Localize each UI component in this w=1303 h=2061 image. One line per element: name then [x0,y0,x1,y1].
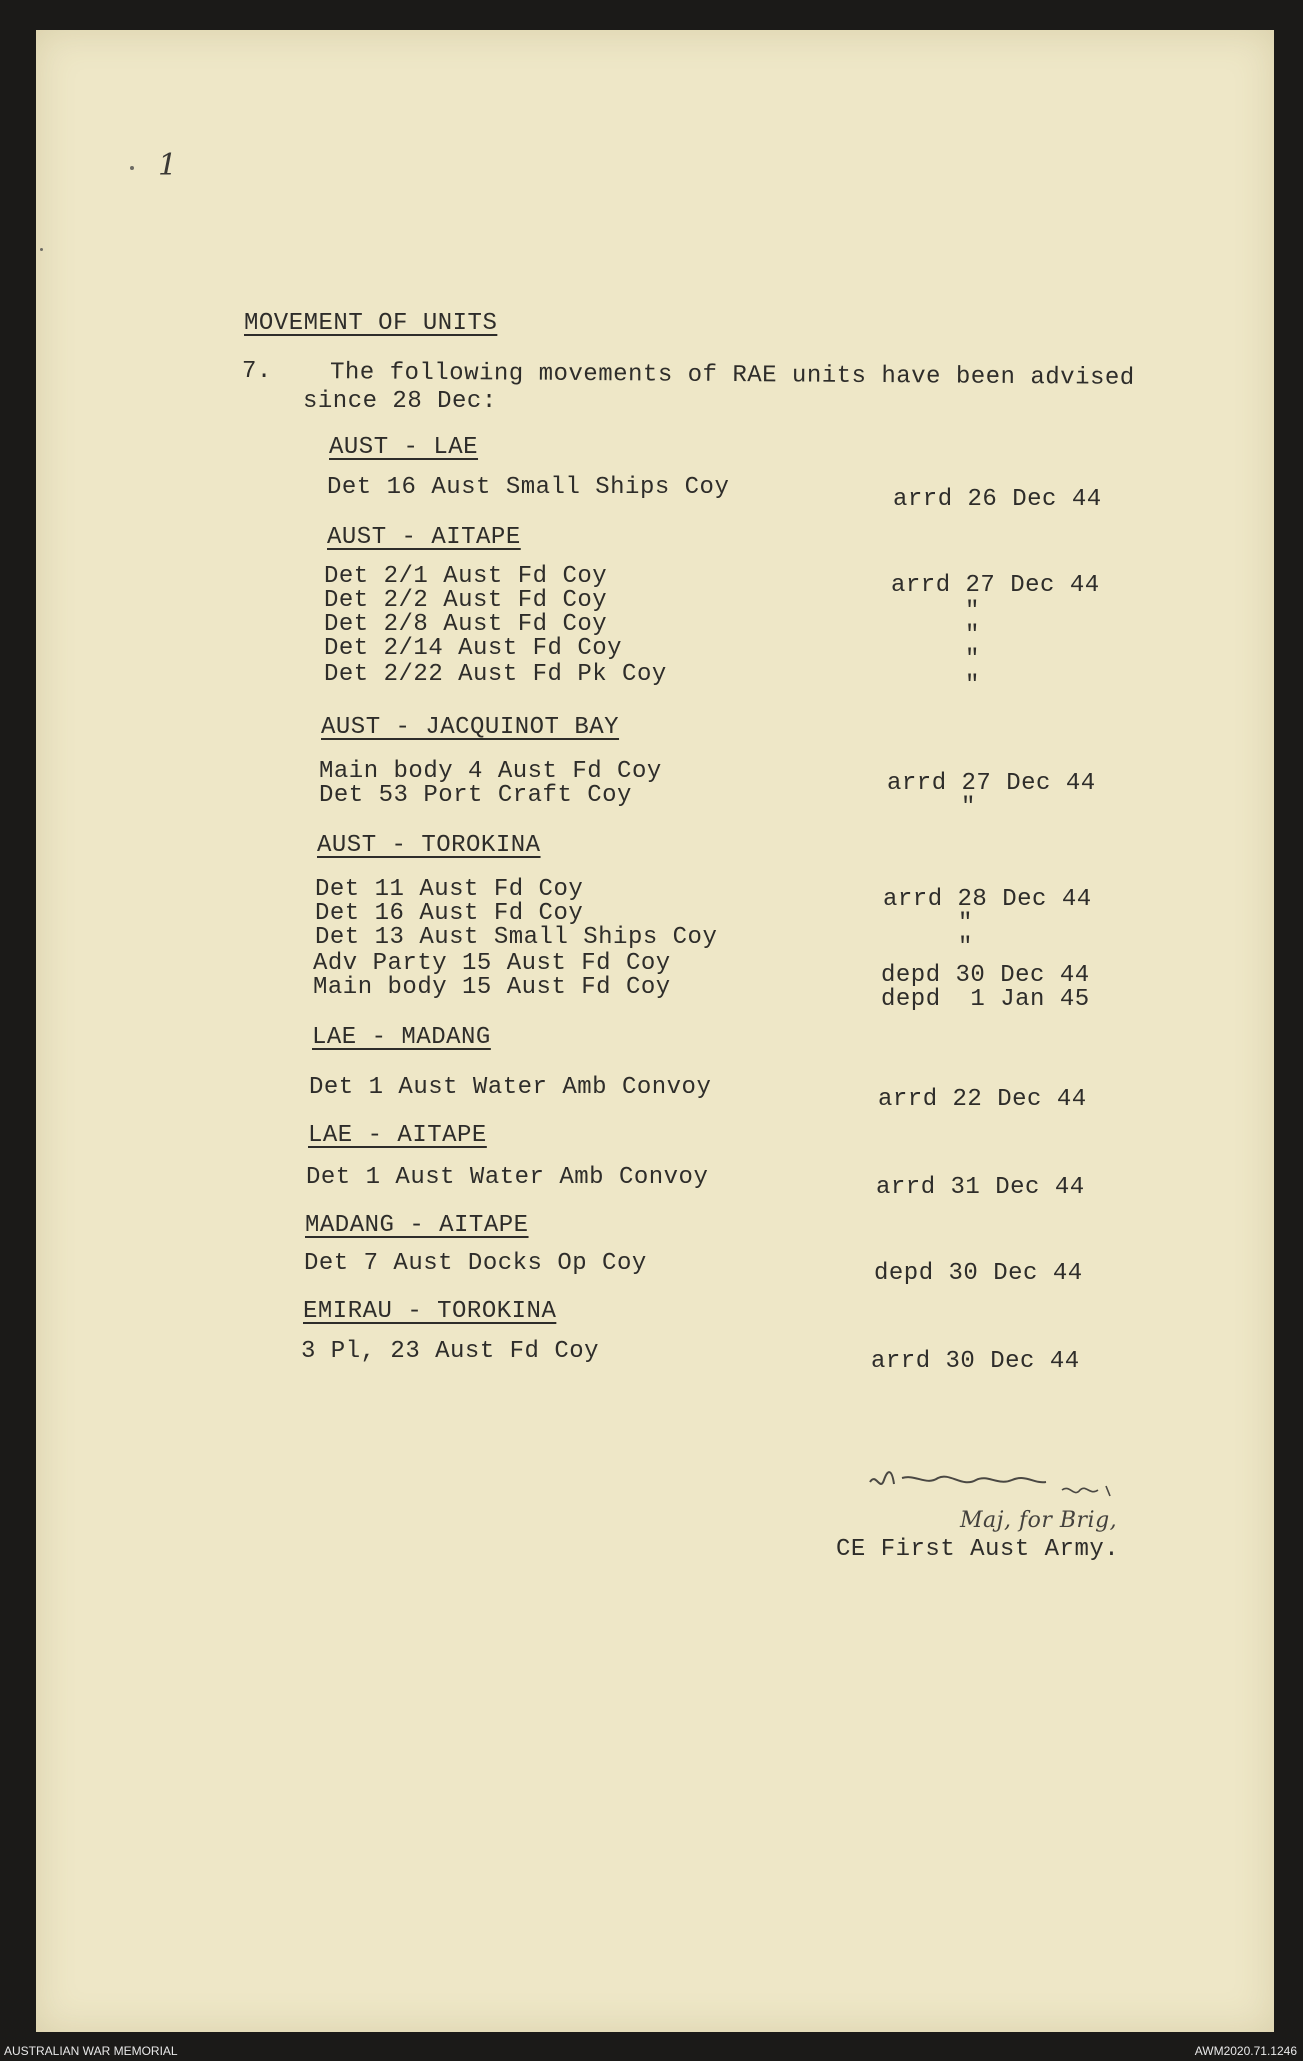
intro-text-line-2: since 28 Dec: [303,388,497,415]
archive-footer-right: AWM2020.71.1246 [1194,2044,1297,2058]
page-mark: 1 [158,148,178,183]
movement-status: arrd 31 Dec 44 [876,1174,1085,1201]
section-title: AUST - JACQUINOT BAY [321,714,620,741]
section-title: AUST - LAE [329,434,479,461]
unit-entry: Det 13 Aust Small Ships Coy [315,924,718,951]
unit-entry: Det 16 Aust Small Ships Coy [327,474,730,501]
paragraph-number: 7. [242,358,272,385]
signature-title: CE First Aust Army. [836,1536,1120,1563]
document-page [36,30,1274,2032]
unit-entry: Det 1 Aust Water Amb Convoy [309,1074,712,1101]
movement-status: depd 30 Dec 44 [881,962,1090,989]
intro-text-line-1: The following movements of RAE units have been advised [329,359,1135,392]
unit-entry: Det 11 Aust Fd Coy [315,876,584,903]
unit-entry: Det 7 Aust Docks Op Coy [304,1250,647,1277]
section-title: AUST - AITAPE [327,524,521,551]
movement-status: arrd 26 Dec 44 [893,486,1102,513]
unit-entry: Det 2/14 Aust Fd Coy [324,635,623,662]
movement-status: arrd 27 Dec 44 [887,770,1096,797]
movement-status: depd 30 Dec 44 [874,1260,1083,1287]
unit-entry: Main body 4 Aust Fd Coy [319,758,662,785]
paper-speck [40,248,43,251]
unit-entry: Main body 15 Aust Fd Coy [313,974,671,1001]
movement-status: arrd 27 Dec 44 [891,572,1100,599]
unit-entry: Det 2/1 Aust Fd Coy [324,563,608,590]
movement-status: depd 1 Jan 45 [881,986,1090,1013]
unit-entry: Det 2/8 Aust Fd Coy [324,611,608,638]
section-title: MADANG - AITAPE [305,1212,529,1239]
section-title: LAE - AITAPE [308,1122,487,1149]
movement-status: arrd 22 Dec 44 [878,1086,1087,1113]
unit-entry: Adv Party 15 Aust Fd Coy [313,950,671,977]
ditto-mark: " [958,910,973,937]
ditto-mark: " [961,794,976,821]
unit-entry: Det 16 Aust Fd Coy [315,900,584,927]
ditto-mark: " [965,672,980,699]
ditto-mark: " [965,646,980,673]
ditto-mark: " [965,622,980,649]
ditto-mark: " [958,934,973,961]
unit-entry: 3 Pl, 23 Aust Fd Coy [301,1338,600,1365]
signature-handwriting: Maj, for Brig, [960,1508,1118,1533]
unit-entry: Det 2/2 Aust Fd Coy [324,587,608,614]
section-title: LAE - MADANG [312,1024,491,1051]
paper-speck [130,166,134,170]
archive-footer-left: AUSTRALIAN WAR MEMORIAL [4,2044,178,2058]
section-title: AUST - TOROKINA [317,832,541,859]
ditto-mark: " [965,598,980,625]
document-heading: MOVEMENT OF UNITS [244,310,498,337]
unit-entry: Det 1 Aust Water Amb Convoy [306,1164,709,1191]
movement-status: arrd 30 Dec 44 [871,1348,1080,1375]
section-title: EMIRAU - TOROKINA [303,1298,557,1325]
movement-status: arrd 28 Dec 44 [883,886,1092,913]
unit-entry: Det 53 Port Craft Coy [319,782,632,809]
unit-entry: Det 2/22 Aust Fd Pk Coy [324,661,667,688]
